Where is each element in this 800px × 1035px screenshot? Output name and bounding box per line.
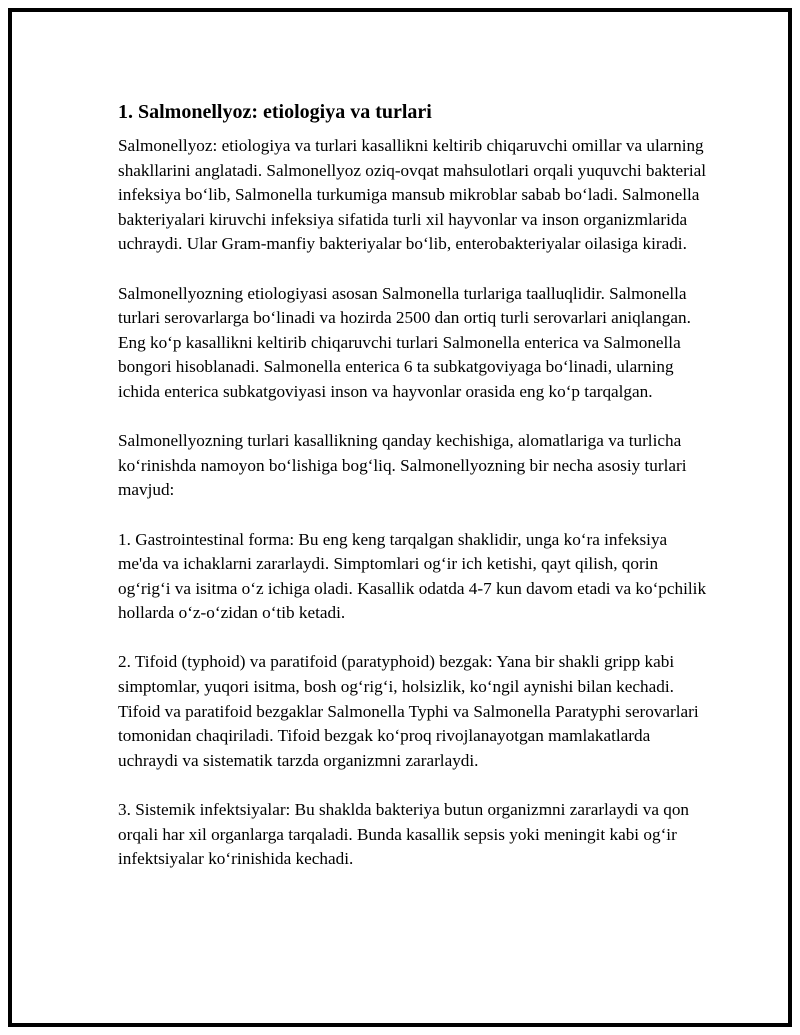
section-heading: 1. Salmonellyoz: etiologiya va turlari [118,101,432,123]
paragraph-gastrointestinal: 1. Gastrointestinal forma: Bu eng keng tarqalgan shaklidir, unga ko‘ra infeksiya me'da va ichaklarni zararlaydi. Simptomlari og‘ir ich ketishi, qayt qilish, qorin og‘rig‘i va isitma o‘z ichiga oladi. Kasallik odatda 4-7 kun davom etadi va ko‘pchilik hollarda o‘z-o‘zidan o‘tib ketadi. [118,529,707,623]
paragraph-etiology: Salmonellyozning etiologiyasi asosan Salmonella turlariga taalluqlidir. Salmonella turlari serovarlarga bo‘linadi va hozirda 2500 dan ortiq turli serovarlari aniqlangan. Eng ko‘p kasallikni keltirib chiqaruvchi turlari Salmonella enterica va Salmonella bongori hisoblanadi. Salmonella enterica 6 ta subkatgoviyaga bo‘linadi, ularning ichida enterica subkatgoviyasi inson va hayvonlar orasida eng ko‘p tarqalgan. [118,283,691,401]
document-body [118,98,708,896]
paragraph-systemic: 3. Sistemik infektsiyalar: Bu shaklda bakteriya butun organizmni zararlaydi va qon orqali har xil organlarga tarqaladi. Bunda kasallik sepsis yoki meningit kabi og‘ir infektsiyalar ko‘rinishida kechadi. [118,800,690,869]
paragraph-intro: Salmonellyoz: etiologiya va turlari kasallikni keltirib chiqaruvchi omillar va ularning shakllarini anglatadi. Salmonellyoz oziq-ovqat mahsulotlari orqali yuquvchi bakterial infeksiya bo‘lib, Salmonella turkumiga mansub mikroblar sabab bo‘ladi. Salmonella bakteriyalari kiruvchi infeksiya sifatida turli xil hayvonlar va inson organizmlarida uchraydi. Ular Gram-manfiy bakteriyalar bo‘lib, enterobakteriyalar oilasiga kiradi. [118,136,707,254]
paragraph-typhoid: 2. Tifoid (typhoid) va paratifoid (paratyphoid) bezgak: Yana bir shakli gripp kabi simptomlar, yuqori isitma, bosh og‘rig‘i, holsizlik, ko‘ngil aynishi bilan kechadi. Tifoid va paratifoid bezgaklar Salmonella Typhi va Salmonella Paratyphi serovarlari tomonidan chaqiriladi. Tifoid bezgak ko‘proq rivojlanayotgan mamlakatlarda uchraydi va sistematik tarzda organizmni zararlaydi. [118,652,699,770]
paragraph-types-intro: Salmonellyozning turlari kasallikning qanday kechishiga, alomatlariga va turlicha ko‘rinishda namoyon bo‘lishiga bog‘liq. Salmonellyozning bir necha asosiy turlari mavjud: [118,431,687,500]
page-frame [8,8,792,1027]
